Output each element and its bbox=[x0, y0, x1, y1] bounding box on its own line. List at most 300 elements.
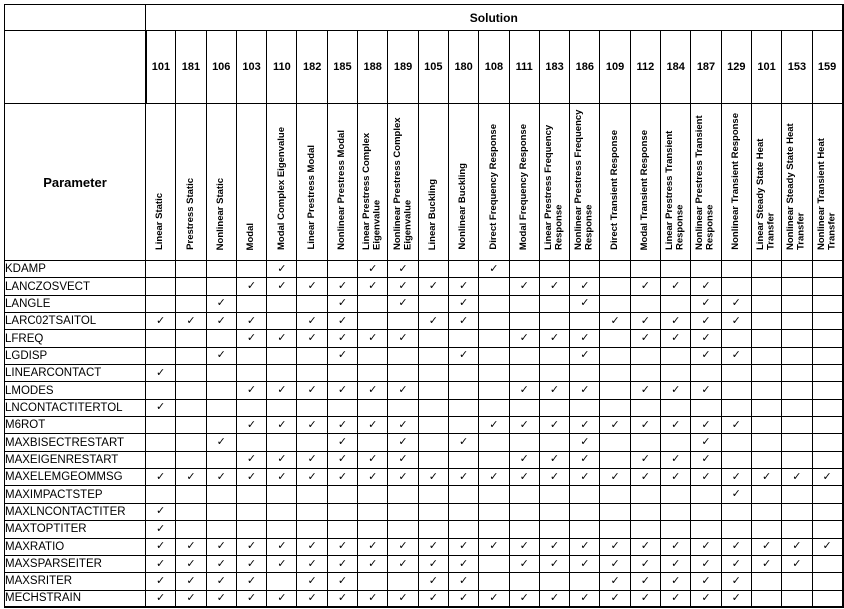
matrix-cell bbox=[236, 590, 266, 607]
check-icon: ✓ bbox=[246, 591, 257, 604]
matrix-cell bbox=[691, 295, 721, 312]
matrix-cell bbox=[570, 521, 600, 538]
matrix-cell bbox=[751, 278, 781, 295]
check-icon: ✓ bbox=[277, 280, 287, 293]
matrix-cell bbox=[297, 347, 327, 364]
check-icon: ✓ bbox=[216, 436, 226, 449]
parameter-name: MAXEIGENRESTART bbox=[5, 451, 146, 468]
check-icon: ✓ bbox=[701, 470, 711, 483]
matrix-cell bbox=[448, 469, 478, 486]
parameter-name: LINEARCONTACT bbox=[5, 365, 146, 382]
matrix-cell bbox=[691, 590, 721, 607]
check-icon: ✓ bbox=[246, 557, 257, 570]
check-icon: ✓ bbox=[246, 332, 257, 345]
matrix-cell bbox=[570, 330, 600, 347]
check-icon: ✓ bbox=[398, 470, 408, 483]
matrix-cell bbox=[388, 365, 418, 382]
matrix-cell bbox=[630, 573, 660, 590]
matrix-cell bbox=[267, 590, 297, 607]
matrix-cell bbox=[812, 538, 843, 555]
solution-column-label: Nonlinear Prestress Frequency Response bbox=[573, 109, 595, 250]
matrix-cell bbox=[721, 434, 751, 451]
check-icon: ✓ bbox=[428, 540, 438, 553]
check-icon: ✓ bbox=[156, 366, 166, 379]
check-icon: ✓ bbox=[489, 418, 499, 431]
check-icon: ✓ bbox=[519, 540, 529, 553]
matrix-cell bbox=[146, 382, 176, 399]
check-icon: ✓ bbox=[580, 418, 590, 431]
matrix-cell bbox=[327, 590, 357, 607]
check-icon: ✓ bbox=[489, 540, 499, 553]
solution-code: 110 bbox=[267, 31, 297, 104]
matrix-cell bbox=[721, 330, 751, 347]
matrix-cell bbox=[539, 538, 569, 555]
matrix-cell bbox=[600, 330, 630, 347]
matrix-cell bbox=[206, 469, 236, 486]
matrix-cell bbox=[448, 590, 478, 607]
check-icon: ✓ bbox=[640, 314, 650, 327]
solution-column-label-cell bbox=[691, 104, 721, 261]
check-icon: ✓ bbox=[156, 540, 166, 553]
matrix-cell bbox=[570, 261, 600, 278]
parameter-header: Parameter bbox=[5, 104, 146, 261]
matrix-cell bbox=[297, 261, 327, 278]
matrix-cell bbox=[267, 521, 297, 538]
matrix-cell bbox=[782, 486, 812, 503]
matrix-cell bbox=[206, 486, 236, 503]
matrix-cell bbox=[570, 434, 600, 451]
matrix-cell bbox=[509, 347, 539, 364]
matrix-cell bbox=[388, 347, 418, 364]
matrix-cell bbox=[388, 382, 418, 399]
matrix-cell bbox=[448, 347, 478, 364]
check-icon: ✓ bbox=[671, 557, 681, 570]
parameter-name: MECHSTRAIN bbox=[5, 590, 146, 607]
check-icon: ✓ bbox=[671, 384, 681, 397]
matrix-cell bbox=[751, 521, 781, 538]
matrix-cell bbox=[509, 278, 539, 295]
matrix-cell bbox=[176, 486, 206, 503]
matrix-cell bbox=[630, 365, 660, 382]
matrix-cell bbox=[146, 365, 176, 382]
matrix-cell bbox=[236, 417, 266, 434]
matrix-cell bbox=[721, 399, 751, 416]
solution-column-label: Nonlinear Prestress Complex Eigenvalue bbox=[391, 117, 414, 250]
check-icon: ✓ bbox=[459, 349, 469, 362]
check-icon: ✓ bbox=[398, 262, 408, 275]
matrix-cell bbox=[479, 261, 509, 278]
matrix-cell bbox=[388, 399, 418, 416]
matrix-cell bbox=[600, 590, 630, 607]
matrix-cell bbox=[146, 573, 176, 590]
matrix-cell bbox=[297, 382, 327, 399]
check-icon: ✓ bbox=[428, 470, 438, 483]
matrix-cell bbox=[358, 434, 388, 451]
solution-label-row bbox=[5, 104, 843, 261]
check-icon: ✓ bbox=[277, 470, 287, 483]
check-icon: ✓ bbox=[246, 384, 257, 397]
matrix-cell bbox=[812, 347, 843, 364]
check-icon: ✓ bbox=[246, 540, 257, 553]
matrix-cell bbox=[661, 521, 691, 538]
check-icon: ✓ bbox=[640, 418, 650, 431]
solution-column-label: Nonlinear Static bbox=[214, 177, 226, 250]
matrix-cell bbox=[297, 555, 327, 572]
check-icon: ✓ bbox=[246, 453, 257, 466]
check-icon: ✓ bbox=[701, 591, 711, 604]
matrix-cell bbox=[812, 486, 843, 503]
check-icon: ✓ bbox=[307, 574, 317, 587]
check-icon: ✓ bbox=[398, 557, 408, 570]
matrix-cell bbox=[418, 555, 448, 572]
matrix-cell bbox=[176, 503, 206, 520]
check-icon: ✓ bbox=[519, 384, 529, 397]
matrix-cell bbox=[236, 555, 266, 572]
check-icon: ✓ bbox=[580, 280, 590, 293]
solution-column-label: Direct Transient Response bbox=[608, 130, 620, 250]
check-icon: ✓ bbox=[459, 436, 469, 449]
matrix-cell bbox=[236, 313, 266, 330]
check-icon: ✓ bbox=[792, 557, 802, 570]
matrix-cell bbox=[358, 590, 388, 607]
matrix-cell bbox=[479, 555, 509, 572]
matrix-cell bbox=[782, 365, 812, 382]
check-icon: ✓ bbox=[640, 332, 650, 345]
check-icon: ✓ bbox=[307, 314, 317, 327]
check-icon: ✓ bbox=[549, 418, 560, 431]
matrix-cell bbox=[358, 573, 388, 590]
check-icon: ✓ bbox=[398, 591, 408, 604]
matrix-cell bbox=[236, 573, 266, 590]
table-row bbox=[5, 365, 843, 382]
matrix-cell bbox=[751, 503, 781, 520]
matrix-cell bbox=[236, 261, 266, 278]
matrix-cell bbox=[479, 521, 509, 538]
matrix-cell bbox=[751, 295, 781, 312]
check-icon: ✓ bbox=[701, 280, 711, 293]
matrix-cell bbox=[751, 469, 781, 486]
matrix-cell bbox=[539, 434, 569, 451]
matrix-cell bbox=[630, 590, 660, 607]
matrix-cell bbox=[630, 417, 660, 434]
matrix-cell bbox=[146, 330, 176, 347]
matrix-cell bbox=[751, 365, 781, 382]
matrix-cell bbox=[721, 295, 751, 312]
solution-code: 109 bbox=[600, 31, 630, 104]
solution-header: Solution bbox=[146, 5, 843, 31]
matrix-cell bbox=[782, 469, 812, 486]
check-icon: ✓ bbox=[671, 574, 681, 587]
matrix-cell bbox=[570, 313, 600, 330]
check-icon: ✓ bbox=[549, 470, 560, 483]
check-icon: ✓ bbox=[428, 591, 438, 604]
table-row bbox=[5, 417, 843, 434]
matrix-cell bbox=[146, 469, 176, 486]
check-icon: ✓ bbox=[337, 591, 348, 604]
matrix-cell bbox=[176, 347, 206, 364]
matrix-cell bbox=[661, 503, 691, 520]
matrix-cell bbox=[236, 434, 266, 451]
check-icon: ✓ bbox=[731, 574, 741, 587]
matrix-cell bbox=[479, 590, 509, 607]
matrix-cell bbox=[630, 382, 660, 399]
check-icon: ✓ bbox=[610, 557, 620, 570]
check-icon: ✓ bbox=[519, 557, 529, 570]
check-icon: ✓ bbox=[368, 540, 378, 553]
solution-code: 153 bbox=[782, 31, 812, 104]
check-icon: ✓ bbox=[761, 557, 772, 570]
check-icon: ✓ bbox=[610, 470, 620, 483]
check-icon: ✓ bbox=[186, 470, 196, 483]
solution-column-label: Direct Frequency Response bbox=[487, 124, 499, 250]
solution-column-label: Modal bbox=[245, 222, 257, 250]
check-icon: ✓ bbox=[731, 297, 741, 310]
matrix-cell bbox=[448, 521, 478, 538]
matrix-cell bbox=[297, 573, 327, 590]
solution-column-label-cell bbox=[327, 104, 357, 261]
matrix-cell bbox=[479, 434, 509, 451]
matrix-cell bbox=[721, 521, 751, 538]
matrix-cell bbox=[236, 399, 266, 416]
check-icon: ✓ bbox=[792, 540, 802, 553]
check-icon: ✓ bbox=[580, 453, 590, 466]
matrix-cell bbox=[236, 382, 266, 399]
parameter-name: MAXSRITER bbox=[5, 573, 146, 590]
solution-code: 182 bbox=[297, 31, 327, 104]
check-icon: ✓ bbox=[156, 591, 166, 604]
matrix-cell bbox=[206, 399, 236, 416]
check-icon: ✓ bbox=[277, 418, 287, 431]
check-icon: ✓ bbox=[519, 280, 529, 293]
matrix-cell bbox=[146, 590, 176, 607]
check-icon: ✓ bbox=[640, 470, 650, 483]
matrix-cell bbox=[418, 590, 448, 607]
matrix-cell bbox=[782, 555, 812, 572]
check-icon: ✓ bbox=[640, 557, 650, 570]
matrix-cell bbox=[146, 347, 176, 364]
solution-column-label-cell bbox=[206, 104, 236, 261]
matrix-cell bbox=[691, 469, 721, 486]
check-icon: ✓ bbox=[337, 540, 348, 553]
matrix-cell bbox=[600, 573, 630, 590]
check-icon: ✓ bbox=[337, 297, 348, 310]
check-icon: ✓ bbox=[580, 470, 590, 483]
matrix-cell bbox=[539, 573, 569, 590]
matrix-cell bbox=[358, 295, 388, 312]
check-icon: ✓ bbox=[186, 557, 196, 570]
matrix-cell bbox=[721, 347, 751, 364]
matrix-cell bbox=[721, 417, 751, 434]
matrix-cell bbox=[782, 313, 812, 330]
check-icon: ✓ bbox=[307, 384, 317, 397]
check-icon: ✓ bbox=[701, 297, 711, 310]
matrix-cell bbox=[691, 313, 721, 330]
solution-column-label: Linear Steady State Heat Transfer bbox=[755, 138, 777, 250]
solution-column-label-cell bbox=[236, 104, 266, 261]
check-icon: ✓ bbox=[489, 470, 499, 483]
solution-column-label-cell bbox=[782, 104, 812, 261]
matrix-cell bbox=[661, 365, 691, 382]
matrix-cell bbox=[176, 469, 206, 486]
check-icon: ✓ bbox=[459, 280, 469, 293]
table-row bbox=[5, 555, 843, 572]
matrix-cell bbox=[388, 590, 418, 607]
matrix-cell bbox=[630, 278, 660, 295]
matrix-cell bbox=[782, 347, 812, 364]
matrix-cell bbox=[206, 503, 236, 520]
matrix-cell bbox=[297, 469, 327, 486]
check-icon: ✓ bbox=[307, 591, 317, 604]
matrix-cell bbox=[479, 469, 509, 486]
matrix-cell bbox=[448, 486, 478, 503]
matrix-cell bbox=[358, 313, 388, 330]
check-icon: ✓ bbox=[640, 384, 650, 397]
matrix-cell bbox=[236, 503, 266, 520]
check-icon: ✓ bbox=[337, 314, 348, 327]
solution-column-label-cell bbox=[479, 104, 509, 261]
matrix-cell bbox=[812, 295, 843, 312]
matrix-cell bbox=[570, 555, 600, 572]
check-icon: ✓ bbox=[337, 436, 348, 449]
matrix-cell bbox=[418, 538, 448, 555]
matrix-cell bbox=[176, 313, 206, 330]
check-icon: ✓ bbox=[307, 280, 317, 293]
matrix-cell bbox=[448, 399, 478, 416]
matrix-cell bbox=[600, 417, 630, 434]
check-icon: ✓ bbox=[398, 384, 408, 397]
matrix-cell bbox=[418, 365, 448, 382]
check-icon: ✓ bbox=[731, 314, 741, 327]
check-icon: ✓ bbox=[428, 280, 438, 293]
matrix-cell bbox=[570, 365, 600, 382]
matrix-cell bbox=[661, 399, 691, 416]
matrix-cell bbox=[509, 469, 539, 486]
matrix-cell bbox=[661, 538, 691, 555]
check-icon: ✓ bbox=[428, 314, 438, 327]
matrix-cell bbox=[691, 538, 721, 555]
matrix-cell bbox=[267, 451, 297, 468]
check-icon: ✓ bbox=[368, 262, 378, 275]
matrix-cell bbox=[388, 417, 418, 434]
matrix-cell bbox=[812, 261, 843, 278]
matrix-cell bbox=[206, 261, 236, 278]
matrix-cell bbox=[691, 434, 721, 451]
matrix-cell bbox=[267, 555, 297, 572]
matrix-cell bbox=[448, 295, 478, 312]
matrix-cell bbox=[267, 417, 297, 434]
matrix-cell bbox=[358, 521, 388, 538]
check-icon: ✓ bbox=[701, 540, 711, 553]
matrix-cell bbox=[479, 538, 509, 555]
solution-code: 106 bbox=[206, 31, 236, 104]
matrix-cell bbox=[509, 330, 539, 347]
matrix-cell bbox=[661, 313, 691, 330]
matrix-cell bbox=[721, 503, 751, 520]
matrix-cell bbox=[267, 382, 297, 399]
solution-column-label-cell bbox=[812, 104, 843, 261]
matrix-cell bbox=[358, 278, 388, 295]
matrix-cell bbox=[418, 486, 448, 503]
matrix-cell bbox=[691, 521, 721, 538]
check-icon: ✓ bbox=[519, 453, 529, 466]
matrix-cell bbox=[751, 382, 781, 399]
check-icon: ✓ bbox=[398, 280, 408, 293]
check-icon: ✓ bbox=[671, 418, 681, 431]
check-icon: ✓ bbox=[156, 522, 166, 535]
check-icon: ✓ bbox=[368, 332, 378, 345]
matrix-cell bbox=[236, 347, 266, 364]
table-row bbox=[5, 399, 843, 416]
solution-code-row bbox=[5, 31, 843, 104]
check-icon: ✓ bbox=[156, 470, 166, 483]
matrix-cell bbox=[812, 469, 843, 486]
matrix-cell bbox=[388, 573, 418, 590]
solution-column-label-cell bbox=[570, 104, 600, 261]
matrix-cell bbox=[176, 555, 206, 572]
matrix-cell bbox=[176, 434, 206, 451]
solution-column-label: Linear Prestress Frequency Response bbox=[543, 124, 565, 250]
matrix-cell bbox=[812, 313, 843, 330]
matrix-cell bbox=[297, 521, 327, 538]
matrix-cell bbox=[600, 451, 630, 468]
solution-code: 159 bbox=[812, 31, 843, 104]
matrix-cell bbox=[721, 590, 751, 607]
check-icon: ✓ bbox=[459, 591, 469, 604]
check-icon: ✓ bbox=[731, 470, 741, 483]
matrix-cell bbox=[751, 313, 781, 330]
matrix-cell bbox=[570, 295, 600, 312]
solution-code: 183 bbox=[539, 31, 569, 104]
check-icon: ✓ bbox=[640, 453, 650, 466]
matrix-cell bbox=[721, 573, 751, 590]
matrix-cell bbox=[479, 503, 509, 520]
matrix-cell bbox=[479, 313, 509, 330]
check-icon: ✓ bbox=[610, 591, 620, 604]
matrix-cell bbox=[176, 261, 206, 278]
matrix-cell bbox=[236, 330, 266, 347]
parameter-name: LNCONTACTITERTOL bbox=[5, 399, 146, 416]
matrix-cell bbox=[236, 469, 266, 486]
matrix-cell bbox=[661, 555, 691, 572]
check-icon: ✓ bbox=[337, 349, 348, 362]
matrix-cell bbox=[327, 278, 357, 295]
matrix-cell bbox=[418, 503, 448, 520]
matrix-cell bbox=[146, 503, 176, 520]
matrix-cell bbox=[267, 434, 297, 451]
check-icon: ✓ bbox=[428, 574, 438, 587]
check-icon: ✓ bbox=[519, 332, 529, 345]
matrix-cell bbox=[661, 590, 691, 607]
matrix-cell bbox=[630, 295, 660, 312]
matrix-cell bbox=[509, 434, 539, 451]
check-icon: ✓ bbox=[610, 540, 620, 553]
matrix-cell bbox=[630, 555, 660, 572]
matrix-cell bbox=[176, 365, 206, 382]
matrix-cell bbox=[539, 330, 569, 347]
matrix-cell bbox=[358, 538, 388, 555]
matrix-cell bbox=[206, 451, 236, 468]
matrix-cell bbox=[327, 503, 357, 520]
check-icon: ✓ bbox=[459, 470, 469, 483]
matrix-cell bbox=[570, 573, 600, 590]
parameter-name: MAXLNCONTACTITER bbox=[5, 503, 146, 520]
table-row bbox=[5, 538, 843, 555]
check-icon: ✓ bbox=[368, 384, 378, 397]
matrix-cell bbox=[600, 382, 630, 399]
check-icon: ✓ bbox=[216, 540, 226, 553]
check-icon: ✓ bbox=[368, 591, 378, 604]
table-row bbox=[5, 382, 843, 399]
